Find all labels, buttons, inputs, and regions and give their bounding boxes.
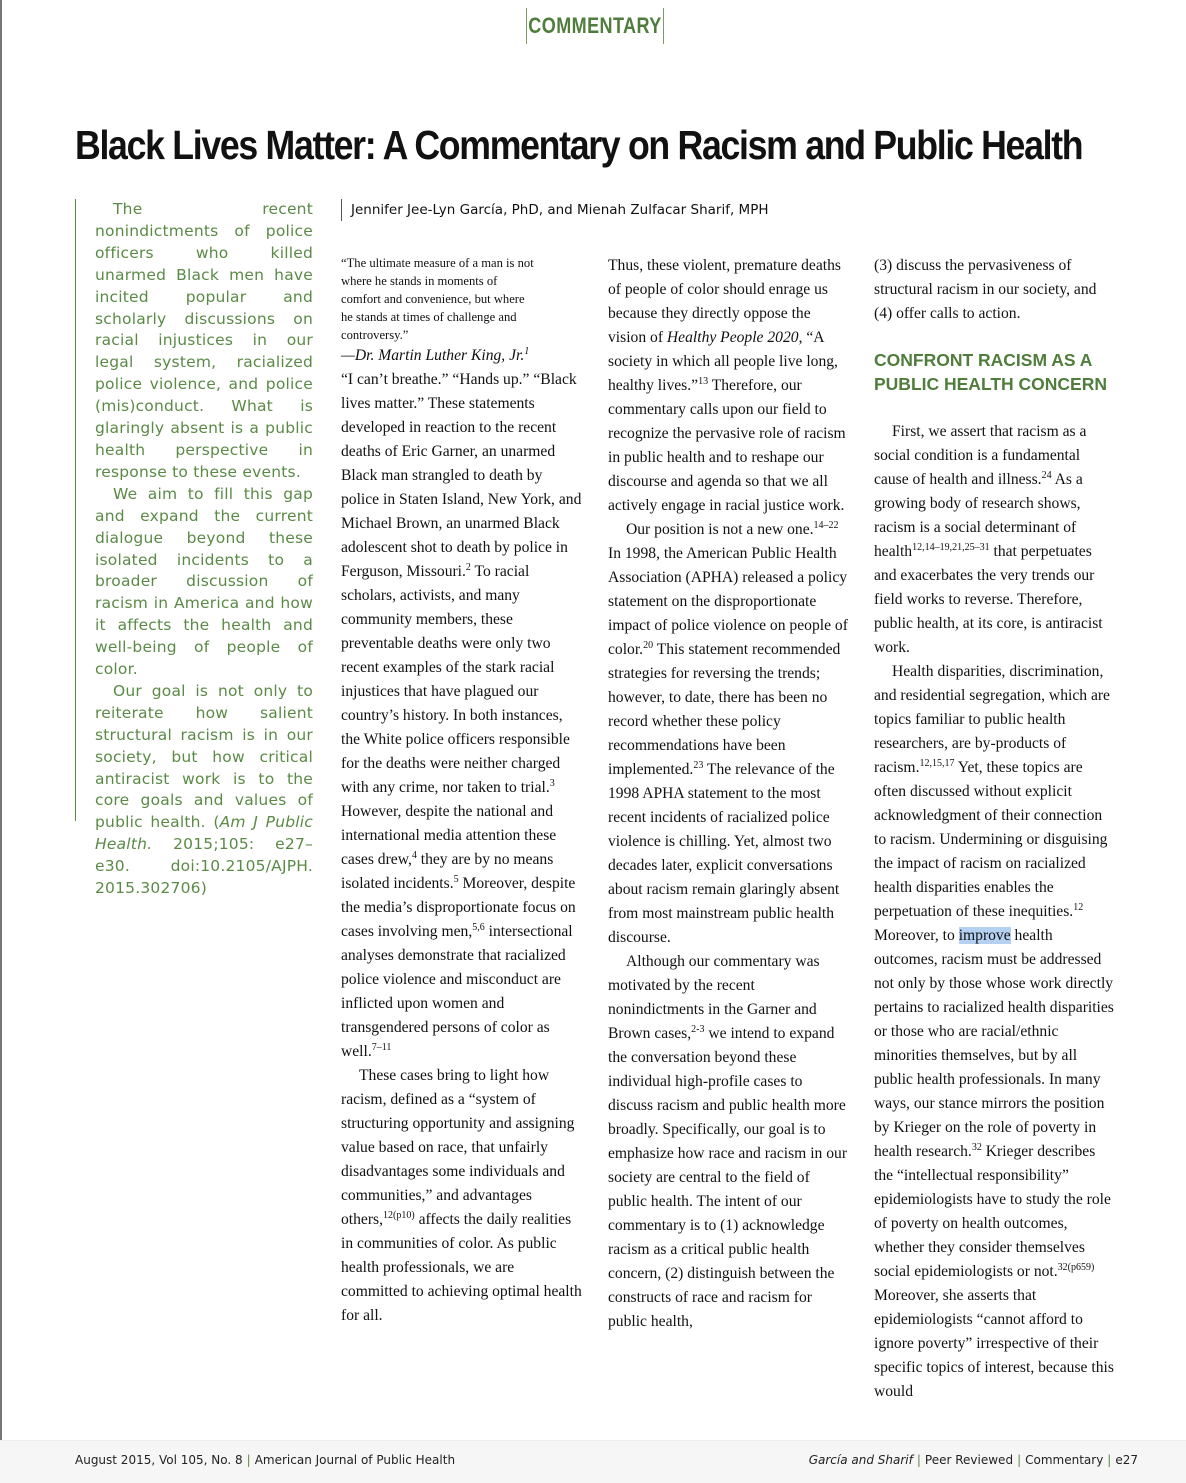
review-status: Peer Reviewed bbox=[924, 1453, 1014, 1467]
footnote-ref[interactable]: 12(p10) bbox=[383, 1209, 415, 1221]
abstract bbox=[75, 199, 313, 898]
footer-separator: | bbox=[246, 1453, 251, 1467]
body-paragraph: First, we assert that racism as a social condition is a fundamental cause of health and illness.$^{24}$ As a growing body of research shows, racism is a social determinant of health$^{12,14-19,21,25-31}$ that perpetuates and exacerbates the very trends our field works to reverse. Therefore, public health, at its core, is antiracist work. bbox=[874, 423, 1103, 656]
body-column-2 bbox=[608, 254, 849, 1334]
section-heading: CONFRONT RACISM AS A PUBLIC HEALTH CONCERN bbox=[874, 350, 1108, 394]
footer-right bbox=[809, 1453, 1138, 1467]
page-number: e27 bbox=[1115, 1453, 1138, 1467]
article-type: Commentary bbox=[1025, 1453, 1104, 1467]
footnote-ref[interactable]: 3 bbox=[549, 777, 555, 789]
footer-left bbox=[75, 1453, 455, 1467]
body-paragraph: Our position is not a new one.$^{14-22}$ In 1998, the American Public Health Association (APHA) released a policy statement on the disproportionate impact of police violence on people of color.$^{20}$ This statement recommended strategies for reversing the trends; however, to date, there has been no record whether these policy recommendations have been implemented.$^{23}$ The relevance of the 1998 APHA statement to the most recent incidents of racialized police violence is chilling. Yet, almost two decades later, explicit conversations about racism remain glaringly absent from most mainstream public health discourse. bbox=[608, 519, 848, 946]
citation: 2015;105: e27–e30. doi:10.2105/AJPH. 2015.302706) bbox=[95, 835, 313, 898]
page-edge-rule bbox=[0, 0, 2, 1482]
epigraph-attribution bbox=[341, 344, 583, 368]
footnote-ref[interactable]: 2-3 bbox=[691, 1023, 705, 1035]
footnote-ref[interactable]: 12,14–19,21,25–31 bbox=[912, 541, 990, 553]
footnote-ref[interactable]: 32(p659) bbox=[1057, 1261, 1095, 1273]
author-byline: Jennifer Jee-Lyn García, PhD, and Mienah Zulfacar Sharif, MPH bbox=[341, 199, 769, 221]
footnote-ref[interactable]: 1 bbox=[524, 345, 530, 357]
abstract-paragraph bbox=[95, 681, 313, 900]
body-column-1 bbox=[341, 254, 583, 1328]
footer-separator: | bbox=[1017, 1453, 1022, 1467]
journal-name: Am J Public Health. bbox=[95, 813, 313, 854]
footnote-ref[interactable]: 20 bbox=[643, 639, 654, 651]
footnote-ref[interactable]: 2 bbox=[465, 561, 471, 573]
article-title: Black Lives Matter: A Commentary on Racism and Public Health bbox=[75, 122, 1083, 168]
footnote-ref[interactable]: 5,6 bbox=[472, 921, 485, 933]
footnote-ref[interactable]: 5 bbox=[453, 873, 459, 885]
footnote-ref[interactable]: 12 bbox=[1073, 901, 1084, 913]
body-paragraph: Although our commentary was motivated by the recent nonindictments in the Garner and Brown cases,$^{2-3}$ we intend to expand the conversation beyond these individual high-profile cases to discuss racism and public health more broadly. Specifically, our goal is to emphasize how race and racism in our society are central to the field of public health. The intent of our commentary is to (1) acknowledge racism as a critical public health concern, (2) distinguish between the constructs of race and racism for public health, bbox=[608, 953, 848, 1330]
attribution-text: —Dr. Martin Luther King, Jr. bbox=[341, 347, 525, 364]
journal-title: American Journal of Public Health bbox=[254, 1453, 456, 1467]
abstract-text: Our goal is not only to reiterate how salient structural racism is in our society, but how critical antiracist work is to the core goals and values of public health. ( bbox=[95, 681, 313, 832]
footer-separator: | bbox=[1107, 1453, 1112, 1467]
footnote-ref[interactable]: 23 bbox=[693, 759, 704, 771]
footnote-ref[interactable]: 4 bbox=[411, 849, 417, 861]
body-paragraph: “I can’t breathe.” “Hands up.” “Black lives matter.” These statements developed in reaction to the recent deaths of Eric Garner, an unarmed Black man strangled to death by police in Staten Island, New York, and Michael Brown, an unarmed Black adolescent shot to death by police in Ferguson, Missouri.$^2$ To racial scholars, activists, and many community members, these preventable deaths were only two recent examples of the stark racial injustices that have plagued our country’s history. In both instances, the White police officers responsible for the deaths were neither charged with any crime, nor taken to trial.$^3$ However, despite the national and international media attention these cases drew,$^4$ they are by no means isolated incidents.$^5$ Moreover, despite the media’s disproportionate focus on cases involving men,$^{5,6}$ intersectional analyses demonstrate that racialized police violence and misconduct are inflicted upon women and transgendered persons of color as well.$^{7-11}$ bbox=[341, 371, 582, 1060]
footnote-ref[interactable]: 24 bbox=[1041, 469, 1052, 481]
footnote-ref[interactable]: 14–22 bbox=[813, 519, 839, 531]
abstract-paragraph: The recent nonindictments of police officers who killed unarmed Black men have incited popular and scholarly discussions on racial injustices in our legal system, racialized police violence, and police (mis)conduct. What is glaringly absent is a public health perspective in response to these events. bbox=[95, 200, 313, 481]
body-paragraph: Health disparities, discrimination, and residential segregation, which are topics familiar to public health researchers, are by-products of racism.$^{12,15,17}$ Yet, these topics are often discussed without explicit acknowledgment of their connection to racism. Undermining or disguising the impact of racism on racialized health disparities enables the perpetuation of these inequities.$^{12}$ Moreover, to improve health outcomes, racism must be addressed not only by those whose work directly pertains to racialized health disparities or those who are racial/ethnic minorities themselves, but by all public health professionals. In many ways, our stance mirrors the position by Krieger on the role of poverty in health research.$^{32}$ Krieger describes the “intellectual responsibility” epidemiologists have to study the role of poverty on health outcomes, whether they consider themselves social epidemiologists or not.$^{32(p659)}$ Moreover, she asserts that epidemiologists “cannot afford to ignore poverty” irrespective of their specific topics of interest, because this would bbox=[874, 663, 1114, 1400]
footnote-ref[interactable]: 13 bbox=[698, 375, 709, 387]
issue-info: August 2015, Vol 105, No. 8 bbox=[75, 1453, 243, 1467]
abstract-paragraph: We aim to fill this gap and expand the current dialogue beyond these isolated incidents to a broader discussion of racism in America and how it affects the health and well-being of people of color. bbox=[95, 484, 313, 679]
italic-title: Healthy People 2020 bbox=[666, 329, 799, 346]
body-paragraph: These cases bring to light how racism, defined as a “system of structuring opportunity and assigning value based on race, that unfairly disadvantages some individuals and communities,” and advantages others,$^{12(p10)}$ affects the daily realities in communities of color. As public health professionals, we are committed to achieving optimal health for all. bbox=[341, 1067, 582, 1324]
body-paragraph: (3) discuss the pervasiveness of structural racism in our society, and (4) offer calls to action. bbox=[874, 257, 1097, 322]
body-paragraph: Thus, these violent, premature deaths of people of color should enrage us because they directly oppose the vision of Healthy People 2020, “A society in which all people live long, healthy lives.”$^{13}$ Therefore, our commentary calls upon our field to recognize the pervasive role of racism in public health and to reshape our discourse and agenda so that we all actively engage in racial justice work. bbox=[608, 257, 846, 514]
selected-text-highlight[interactable]: improve bbox=[958, 927, 1011, 944]
footer-authors: García and Sharif bbox=[808, 1453, 913, 1467]
section-label: COMMENTARY bbox=[526, 8, 664, 44]
footnote-ref[interactable]: 32 bbox=[971, 1141, 982, 1153]
footnote-ref[interactable]: 7–11 bbox=[371, 1041, 392, 1053]
page-footer bbox=[0, 1440, 1186, 1483]
footer-separator: | bbox=[916, 1453, 921, 1467]
body-column-3 bbox=[874, 254, 1114, 1404]
epigraph-quote: “The ultimate measure of a man is not where he stands in moments of comfort and convenience, but where he stands at times of challenge and controversy.” bbox=[341, 256, 534, 342]
footnote-ref[interactable]: 12,15,17 bbox=[919, 757, 955, 769]
